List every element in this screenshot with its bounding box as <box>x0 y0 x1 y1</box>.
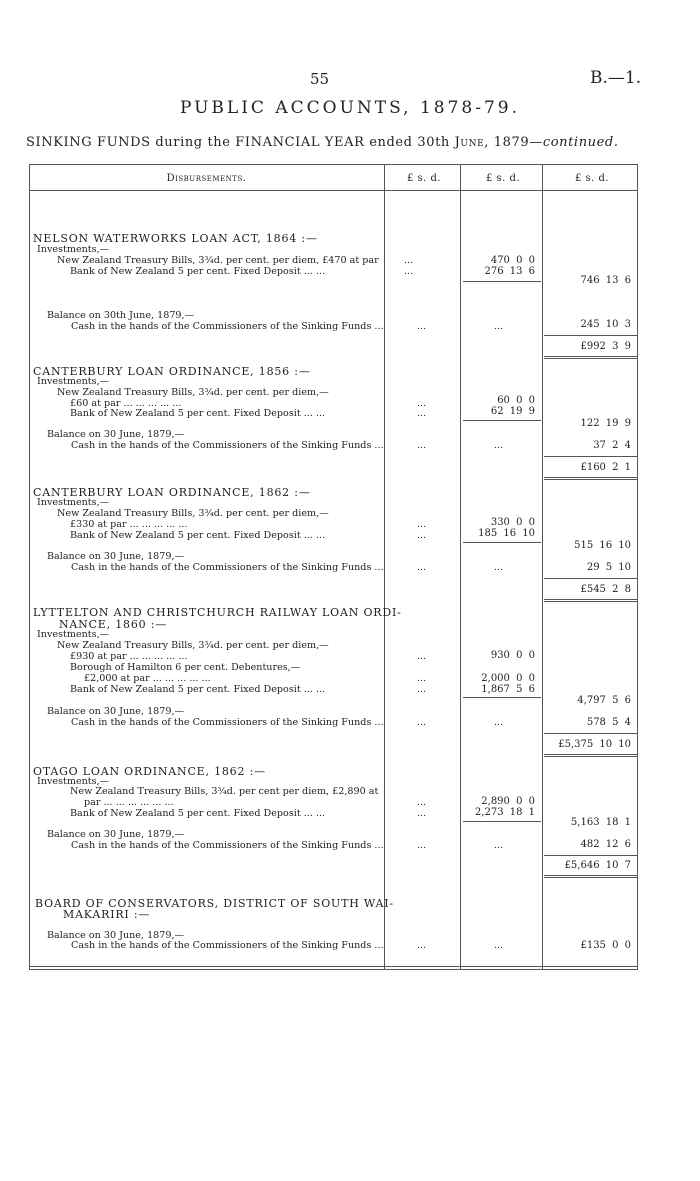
otago-dots3: ... <box>417 840 427 851</box>
board-heading-cont: MAKARIRI :— <box>63 908 151 921</box>
cant1856-line2: Bank of New Zealand 5 per cent. Fixed Deposit ... ... <box>70 408 326 419</box>
nelson-v1: 470 0 0 <box>490 255 535 266</box>
board-total: £135 0 0 <box>580 940 631 951</box>
nelson-dots2: ... <box>404 266 414 277</box>
cant1862-dots1: ... <box>417 519 427 530</box>
otago-dots1: ... <box>417 797 427 808</box>
nelson-cash-value: 245 10 3 <box>580 319 631 330</box>
cant1862-balance: Balance on 30 June, 1879,— <box>47 551 185 562</box>
cant1856-balance: Balance on 30 June, 1879,— <box>47 429 185 440</box>
nelson-v2: 276 13 6 <box>484 266 535 277</box>
otago-line2: Bank of New Zealand 5 per cent. Fixed Deposit ... ... <box>70 808 326 819</box>
lyttelton-line1: New Zealand Treasury Bills, 3¾d. per cent. per diem,— <box>57 640 329 651</box>
cant1862-total-underline <box>544 599 637 600</box>
board-heading: BOARD OF CONSERVATORS, DISTRICT OF SOUTH WAI- <box>35 897 394 910</box>
cant1856-heading: CANTERBURY LOAN ORDINANCE, 1856 :— <box>33 365 311 378</box>
nelson-total-underline2 <box>544 358 637 359</box>
cant1856-total-rule <box>544 456 637 457</box>
left-border <box>29 164 30 970</box>
nelson-dots1: ... <box>404 255 414 266</box>
cant1862-total-underline2 <box>544 601 637 602</box>
cant1862-v2: 185 16 10 <box>478 528 535 539</box>
nelson-subtotal: 746 13 6 <box>580 275 631 286</box>
disbursements-header: Disbursements. <box>166 173 247 184</box>
lyttelton-dots5: ... <box>494 717 504 728</box>
lyttelton-investments: Investments,— <box>37 629 110 640</box>
page-number: 55 <box>310 70 330 88</box>
nelson-dots3: ... <box>417 321 427 332</box>
cant1856-total-underline2 <box>544 479 637 480</box>
nelson-heading: NELSON WATERWORKS LOAN ACT, 1864 :— <box>33 232 318 245</box>
cant1862-sum-rule <box>463 542 541 543</box>
lyttelton-dots1: ... <box>417 651 427 662</box>
board-dots1: ... <box>417 940 427 951</box>
cant1862-dots3: ... <box>417 562 427 573</box>
nelson-total: £992 3 9 <box>580 341 631 352</box>
nelson-investments: Investments,— <box>37 244 110 255</box>
cant1856-dots3: ... <box>417 440 427 451</box>
otago-subtotal: 5,163 18 1 <box>570 817 631 828</box>
table-top-rule <box>29 164 638 165</box>
otago-total-underline2 <box>544 877 637 878</box>
lyttelton-v2: 2,000 0 0 <box>481 673 535 684</box>
lyttelton-total-underline <box>544 754 637 755</box>
otago-v1: 2,890 0 0 <box>481 796 535 807</box>
page-subtitle: SINKING FUNDS during the FINANCIAL YEAR ended 30th June, 1879—continued. <box>26 135 619 150</box>
otago-total-underline <box>544 875 637 876</box>
lyttelton-balance: Balance on 30 June, 1879,— <box>47 706 185 717</box>
lyttelton-line2: Borough of Hamilton 6 per cent. Debentures,— <box>70 662 301 673</box>
col2-divider <box>460 164 461 970</box>
lyttelton-line2b: £2,000 at par ... ... ... ... ... <box>84 673 211 684</box>
lyttelton-total: £5,375 10 10 <box>558 739 631 750</box>
otago-cash: Cash in the hands of the Commissioners of the Sinking Funds ... <box>71 840 384 851</box>
page-title: PUBLIC ACCOUNTS, 1878-79. <box>179 98 521 118</box>
lyttelton-total-underline2 <box>544 756 637 757</box>
table-bottom-rule <box>29 966 638 967</box>
lyttelton-dots3: ... <box>417 684 427 695</box>
cant1856-subtotal: 122 19 9 <box>580 418 631 429</box>
lyttelton-heading-cont: NANCE, 1860 :— <box>59 618 168 631</box>
cant1862-v1: 330 0 0 <box>490 517 535 528</box>
cant1856-cash-value: 37 2 4 <box>593 440 631 451</box>
cant1862-subtotal: 515 16 10 <box>574 540 631 551</box>
cant1856-investments: Investments,— <box>37 376 110 387</box>
cant1856-dots4: ... <box>494 440 504 451</box>
otago-investments: Investments,— <box>37 776 110 787</box>
cant1856-line1: New Zealand Treasury Bills, 3¾d. per cent. per diem,— <box>57 387 329 398</box>
lyttelton-dots2: ... <box>417 673 427 684</box>
otago-total-rule <box>544 855 637 856</box>
nelson-line2: Bank of New Zealand 5 per cent. Fixed Deposit ... ... <box>70 266 326 277</box>
cant1862-cash-value: 29 5 10 <box>586 562 631 573</box>
cant1856-dots2: ... <box>417 408 427 419</box>
cant1856-sum-rule <box>463 420 541 421</box>
board-dots2: ... <box>494 940 504 951</box>
nelson-total-rule <box>544 335 637 336</box>
lyttelton-v1: 930 0 0 <box>490 650 535 661</box>
nelson-balance: Balance on 30th June, 1879,— <box>47 310 195 321</box>
cant1862-total: £545 2 8 <box>580 584 631 595</box>
board-balance: Balance on 30 June, 1879,— <box>47 930 185 941</box>
lyttelton-v3: 1,867 5 6 <box>481 684 535 695</box>
cant1856-total: £160 2 1 <box>580 462 631 473</box>
lyttelton-sum-rule <box>463 697 541 698</box>
cant1856-dots1: ... <box>417 398 427 409</box>
lyttelton-total-rule <box>544 733 637 734</box>
nelson-sum-rule <box>463 281 541 282</box>
sinking-funds-table <box>29 164 638 970</box>
col1-divider <box>384 164 385 970</box>
lyttelton-cash-value: 578 5 4 <box>586 717 631 728</box>
lyttelton-line3: Bank of New Zealand 5 per cent. Fixed Deposit ... ... <box>70 684 326 695</box>
board-cash: Cash in the hands of the Commissioners of the Sinking Funds ... <box>71 940 384 951</box>
otago-total: £5,646 10 7 <box>564 860 631 871</box>
lyttelton-dots4: ... <box>417 717 427 728</box>
lyttelton-cash: Cash in the hands of the Commissioners of the Sinking Funds ... <box>71 717 384 728</box>
cant1862-dots2: ... <box>417 530 427 541</box>
cant1862-total-rule <box>544 578 637 579</box>
header-rule <box>29 190 638 191</box>
col3-header: £ s. d. <box>574 173 610 184</box>
cant1856-line1b: £60 at par ... ... ... ... ... <box>70 398 182 409</box>
cant1856-total-underline <box>544 477 637 478</box>
nelson-total-underline <box>544 356 637 357</box>
otago-heading: OTAGO LOAN ORDINANCE, 1862 :— <box>33 765 266 778</box>
cant1862-line1b: £330 at par ... ... ... ... ... <box>70 519 188 530</box>
nelson-line1: New Zealand Treasury Bills, 3¾d. per cent. per diem, £470 at par <box>57 255 379 266</box>
lyttelton-subtotal: 4,797 5 6 <box>577 695 631 706</box>
col1-header: £ s. d. <box>406 173 442 184</box>
otago-cash-value: 482 12 6 <box>580 839 631 850</box>
otago-sum-rule <box>463 821 541 822</box>
otago-line1b: par ... ... ... ... ... ... <box>84 797 174 808</box>
otago-line1: New Zealand Treasury Bills, 3¾d. per cent per diem, £2,890 at <box>70 786 379 797</box>
lyttelton-heading: LYTTELTON AND CHRISTCHURCH RAILWAY LOAN ORDI- <box>33 606 402 619</box>
otago-dots4: ... <box>494 840 504 851</box>
lyttelton-line1b: £930 at par ... ... ... ... ... <box>70 651 188 662</box>
nelson-cash: Cash in the hands of the Commissioners of the Sinking Funds ... <box>71 321 384 332</box>
cant1856-cash: Cash in the hands of the Commissioners of the Sinking Funds ... <box>71 440 384 451</box>
otago-dots2: ... <box>417 808 427 819</box>
cant1862-line2: Bank of New Zealand 5 per cent. Fixed Deposit ... ... <box>70 530 326 541</box>
otago-balance: Balance on 30 June, 1879,— <box>47 829 185 840</box>
cant1856-v2: 62 19 9 <box>490 406 535 417</box>
document-reference: B.—1. <box>590 68 642 88</box>
cant1862-cash: Cash in the hands of the Commissioners of the Sinking Funds ... <box>71 562 384 573</box>
col2-header: £ s. d. <box>485 173 521 184</box>
cant1862-line1: New Zealand Treasury Bills, 3¾d. per cent. per diem,— <box>57 508 329 519</box>
nelson-dots4: ... <box>494 321 504 332</box>
cant1856-v1: 60 0 0 <box>497 395 535 406</box>
right-border <box>637 164 638 970</box>
otago-v2: 2,273 18 1 <box>474 807 535 818</box>
cant1862-dots4: ... <box>494 562 504 573</box>
cant1862-investments: Investments,— <box>37 497 110 508</box>
table-bottom-rule-2 <box>29 969 638 970</box>
cant1862-heading: CANTERBURY LOAN ORDINANCE, 1862 :— <box>33 486 311 499</box>
